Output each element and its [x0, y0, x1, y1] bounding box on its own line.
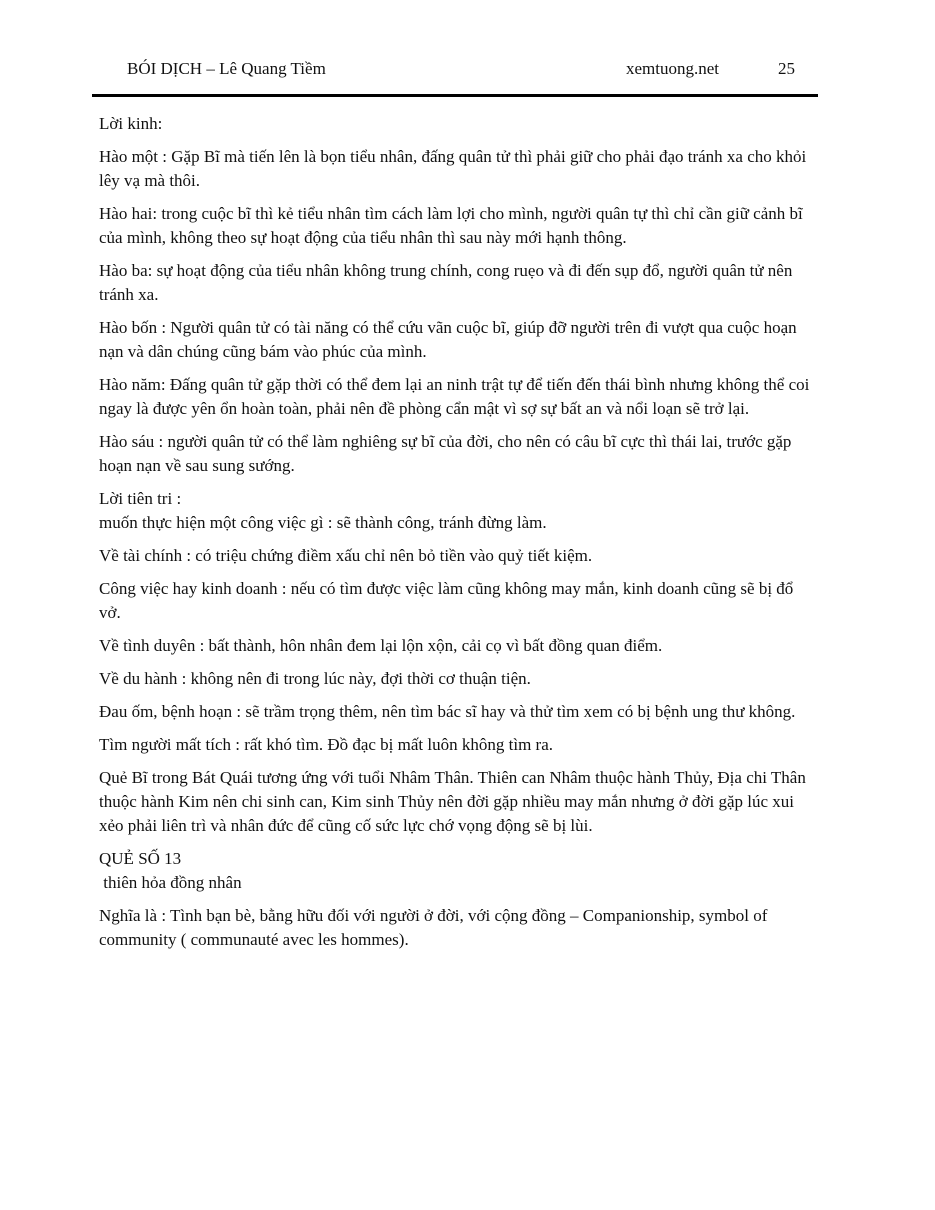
paragraph-tai-chinh: Về tài chính : có triệu chứng điềm xấu chỉ nên bỏ tiền vào quỷ tiết kiệm. — [99, 546, 593, 565]
header-divider — [92, 94, 818, 97]
paragraph-hao-mot: Hào một : Gặp Bĩ mà tiến lên là bọn tiểu nhân, đấng quân tử thì phải giữ cho phải đạo tránh xa cho khỏi lêy vạ mà thôi. — [99, 147, 807, 190]
paragraph-hao-hai: Hào hai: trong cuộc bĩ thì kẻ tiểu nhân tìm cách làm lợi cho mình, người quân tự thì chỉ cần giữ cảnh bĩ của mình, không theo sự hoạt động của tiểu nhân thì sau này mới hạnh thông. — [99, 204, 803, 247]
paragraph-tinh-duyen: Về tình duyên : bất thành, hôn nhân đem lại lộn xộn, cải cọ vì bất đồng quan điểm. — [99, 636, 663, 655]
paragraph-hao-sau: Hào sáu : người quân tử có thể làm nghiêng sự bĩ của đời, cho nên có câu bĩ cực thì thái lai, trước gặp hoạn nạn về sau sung sướng. — [99, 432, 792, 475]
paragraph-tim-nguoi: Tìm người mất tích : rất khó tìm. Đồ đạc bị mất luôn không tìm ra. — [99, 735, 553, 754]
que-so-13-subtitle: thiên hỏa đồng nhân — [99, 873, 242, 892]
paragraph-kinh-doanh: Công việc hay kinh doanh : nếu có tìm được việc làm cũng không may mắn, kinh doanh cũng sẽ bị đổ vở. — [99, 579, 794, 622]
page-number: 25 — [778, 59, 795, 78]
paragraph-loi-kinh: Lời kinh: — [99, 114, 163, 133]
website-name: xemtuong.net — [626, 59, 720, 78]
paragraph-que-bi: Quẻ Bĩ trong Bát Quái tương ứng với tuổi Nhâm Thân. Thiên can Nhâm thuộc hành Thủy, Địa chi Thân thuộc hành Kim nên chi sinh can, Kim sinh Thủy nên đời gặp nhiều may mắn nhưng ở đời gặp lúc xui xẻo phải liên trì và nhân đức để cũng cố sức lực chớ vọng động sẽ bị lùi. — [99, 768, 806, 835]
paragraph-que-so-13 — [99, 847, 811, 895]
paragraph-du-hanh: Về du hành : không nên đi trong lúc này, đợi thời cơ thuận tiện. — [99, 669, 531, 688]
que-so-13-heading: QUẺ SỐ 13 — [99, 849, 182, 868]
page-header — [0, 57, 935, 81]
paragraph-loi-tien-tri — [99, 487, 811, 535]
loi-tien-tri-heading: Lời tiên tri : — [99, 489, 182, 508]
loi-tien-tri-text: muốn thực hiện một công việc gì : sẽ thành công, tránh đừng làm. — [99, 513, 547, 532]
document-title: BÓI DỊCH – Lê Quang Tiềm — [127, 59, 326, 78]
paragraph-dau-om: Đau ốm, bệnh hoạn : sẽ trầm trọng thêm, nên tìm bác sĩ hay và thử tìm xem có bị bệnh ung thư không. — [99, 702, 796, 721]
paragraph-hao-bon: Hào bốn : Người quân tử có tài năng có thể cứu vãn cuộc bĩ, giúp đỡ người trên đi vượt qua cuộc hoạn nạn và dân chúng cũng bám vào phúc của mình. — [99, 318, 797, 361]
paragraph-hao-ba: Hào ba: sự hoạt động của tiểu nhân không trung chính, cong ruẹo và đi đến sụp đổ, người quân tử nên tránh xa. — [99, 261, 793, 304]
document-body — [99, 112, 811, 961]
paragraph-hao-nam: Hào năm: Đấng quân tử gặp thời có thể đem lại an ninh trật tự để tiến đến thái bình nhưng không thể coi ngay là được yên ổn hoàn toàn, phải nên đề phòng cẩn mật vì sợ sự bất an và nổi loạn sẽ trở lại. — [99, 375, 810, 418]
paragraph-nghia-la: Nghĩa là : Tình bạn bè, bằng hữu đối với người ở đời, với cộng đồng – Companionship, symbol of community ( communauté avec les hommes). — [99, 906, 768, 949]
